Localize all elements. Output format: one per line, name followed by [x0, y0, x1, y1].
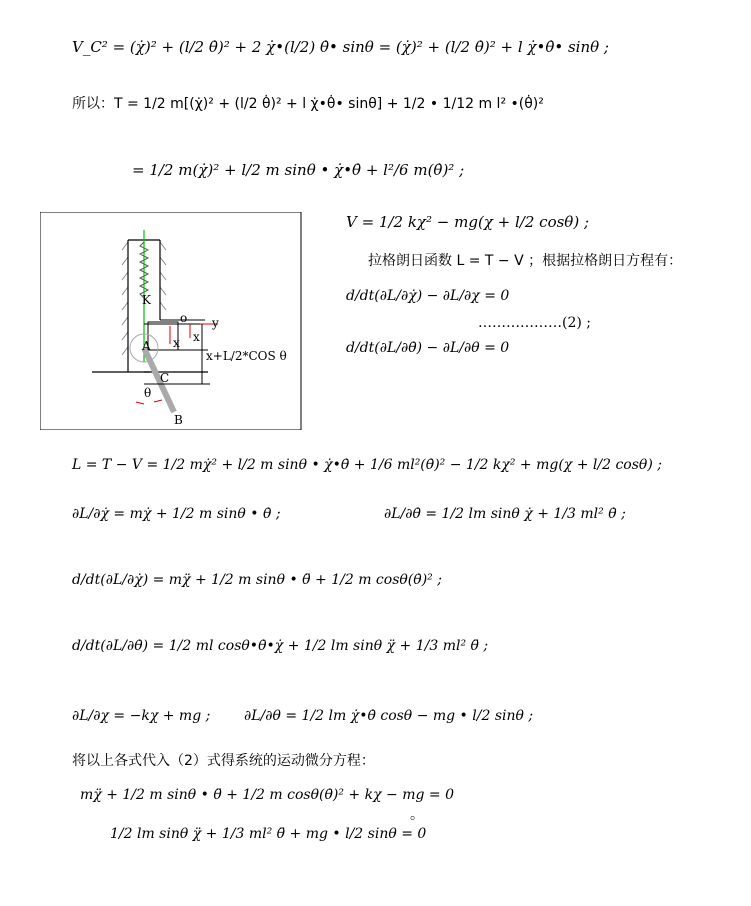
lagr-text: 拉格朗日函数 L = T − V ；根据拉格朗日方程有：	[368, 253, 683, 269]
final-equation-a	[80, 785, 454, 805]
t-equation-2	[132, 160, 464, 180]
label-C: C	[160, 371, 170, 385]
ddt-chi-text: d/dt(∂L/∂χ̇) = mχ̈ + 1/2 m sinθ • θ̈ + 1/2 m cosθ(θ̇)² ;	[72, 572, 442, 588]
dL-dtheta-equation	[244, 706, 533, 726]
lagrangian-intro	[368, 250, 682, 271]
mechanism-figure	[40, 212, 302, 430]
final-tag	[410, 805, 424, 825]
label-K: K	[142, 293, 151, 307]
final-a-text: mχ̈ + 1/2 m sinθ • θ̈ + 1/2 m cosθ(θ̇)² + kχ − mg = 0	[80, 787, 454, 803]
final-tag-text: 。	[410, 807, 424, 823]
t2-text: = 1/2 m(χ̇)² + l/2 m sinθ • χ̇•θ̇ + l²/6 m(θ̇)² ;	[132, 161, 465, 179]
eq2-tag	[478, 313, 591, 333]
v-equation	[346, 212, 589, 232]
final-b-text: 1/2 lm sinθ χ̈ + 1/3 ml² θ̈ + mg • l/2 sinθ = 0	[110, 826, 427, 842]
substitute-intro	[72, 750, 375, 771]
label-y: y	[212, 316, 219, 330]
ddt-theta-text: d/dt(∂L/∂θ̇) = 1/2 ml cosθ•θ̇•χ̇ + 1/2 lm sinθ χ̈ + 1/3 ml² θ̈ ;	[72, 638, 489, 654]
eq2-tag-text: ………………(2) ;	[478, 315, 591, 331]
dL-dchidot-text: ∂L/∂χ̇ = mχ̇ + 1/2 m sinθ • θ̇ ;	[72, 506, 281, 522]
label-B: B	[174, 413, 183, 427]
figure-border	[40, 212, 301, 430]
dL-dchidot-equation	[72, 504, 281, 524]
label-x2: x	[193, 330, 200, 344]
lagrange-eq-b	[346, 338, 509, 358]
dL-dtheta-text: ∂L/∂θ = 1/2 lm χ̇•θ̇ cosθ − mg • l/2 sinθ ;	[244, 708, 534, 724]
vc-text: V_C² = (χ̇)² + (l/2 θ̇)² + 2 χ̇•(l/2) θ̇• sinθ = (χ̇)² + (l/2 θ̇)² + l χ̇•θ̇• sinθ ;	[72, 38, 609, 56]
L-full-equation	[72, 455, 662, 475]
t-equation-1	[72, 93, 544, 114]
lagrange-eq-a	[346, 286, 509, 306]
vc-equation	[72, 37, 609, 57]
theta-arrow-r	[154, 400, 162, 402]
t1-text: 所以：T = 1/2 m[(χ̇)² + (l/2 θ̇)² + l χ̇•θ̇• sinθ] + 1/2 • 1/12 m l² •(θ̇)²	[72, 96, 544, 112]
substitute-text: 将以上各式代入（2）式得系统的运动微分方程：	[72, 753, 375, 769]
label-o: o	[180, 311, 188, 325]
eq2b-text: d/dt(∂L/∂θ̇) − ∂L/∂θ = 0	[346, 340, 510, 356]
final-equation-b	[110, 824, 426, 844]
ddt-chi-equation	[72, 570, 442, 590]
eq2a-text: d/dt(∂L/∂χ̇) − ∂L/∂χ = 0	[346, 288, 510, 304]
dL-dchi-text: ∂L/∂χ = −kχ + mg ;	[72, 708, 211, 724]
label-distance: x+L/2*COS θ	[206, 349, 287, 363]
label-A: A	[142, 339, 151, 353]
L-full-text: L = T − V = 1/2 mχ̇² + l/2 m sinθ • χ̇•θ̇ + 1/6 ml²(θ̇)² − 1/2 kχ² + mg(χ + l/2 cosθ) ;	[72, 457, 662, 473]
dL-dchi-equation	[72, 706, 210, 726]
ddt-theta-equation	[72, 636, 488, 656]
theta-arrow-l	[136, 402, 144, 404]
v-text: V = 1/2 kχ² − mg(χ + l/2 cosθ) ;	[346, 213, 590, 231]
label-x1: x	[173, 336, 180, 350]
rod-AB	[144, 348, 174, 412]
label-theta: θ	[144, 386, 152, 400]
dL-dthetadot-equation	[384, 504, 626, 524]
dL-dthetadot-text: ∂L/∂θ̇ = 1/2 lm sinθ χ̇ + 1/3 ml² θ̇ ;	[384, 506, 626, 522]
